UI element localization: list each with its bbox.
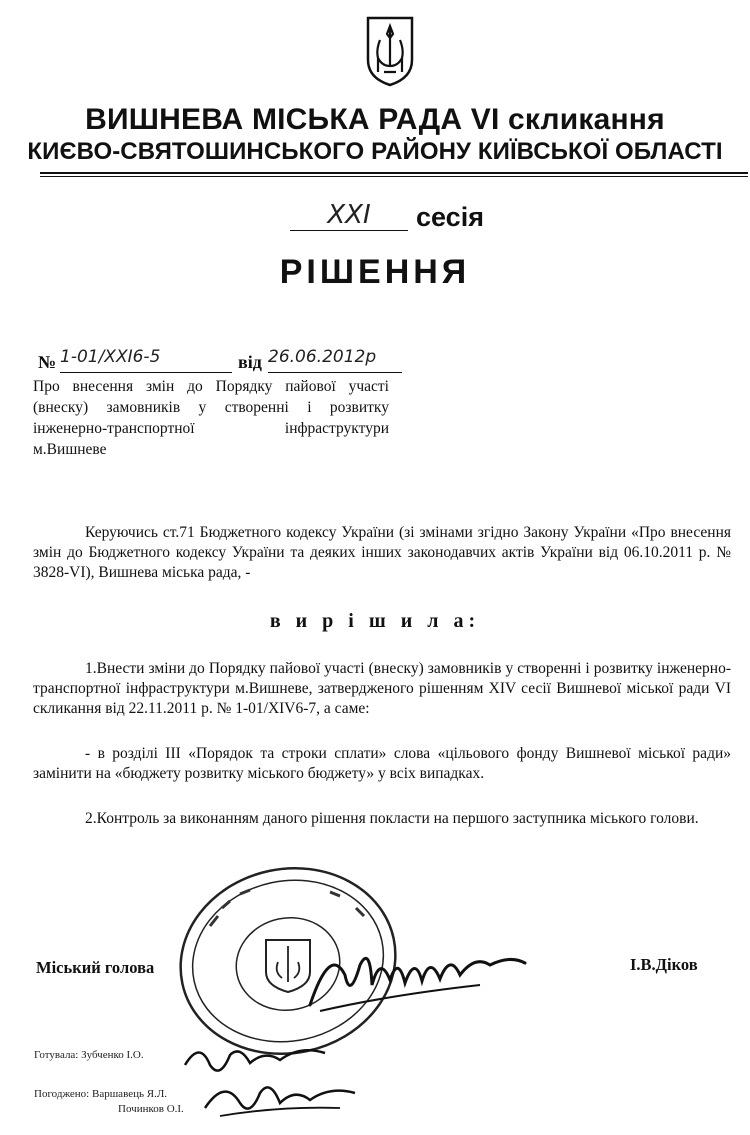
approver-signature-icon (200, 1068, 360, 1123)
header-rule (40, 172, 748, 174)
decision-subject (33, 376, 389, 460)
decision-date-underline (268, 372, 402, 373)
prepared-by: Готувала: Зубченко І.О. (34, 1049, 144, 1061)
coat-of-arms-icon (364, 14, 416, 88)
header-rule-thin (40, 176, 748, 177)
agreed-by: Погоджено: Варшавець Я.Л. (34, 1088, 168, 1100)
decision-number: 1-01/XXI6-5 (60, 347, 161, 367)
preamble-paragraph: Керуючись ст.71 Бюджетного кодексу України (зі змінами згідно Закону України «Про внесення змін до Бюджетного кодексу України та деяких інших законодавчих актів України від 06.10.2011 р. № 3828-VI), Вишнева міська рада, - (33, 524, 731, 581)
decision-number-label: № (38, 352, 57, 372)
agreed-by-second: Починков О.І. (118, 1103, 184, 1115)
subject-line: інженерно-транспортної інфраструктури (33, 420, 389, 437)
item-1-subparagraph: - в розділі III «Порядок та строки сплати» слова «цільового фонду Вишневої міської ради» замінити на «бюджету розвитку міського бюджету» у всіх випадках. (33, 745, 731, 782)
decision-date-label: від (238, 352, 262, 372)
resolved-heading: в и р і ш и л а: (269, 610, 481, 632)
session-underline (290, 230, 408, 231)
signature-position: Міський голова (36, 958, 155, 977)
session-number: XXI (327, 200, 371, 230)
mayor-signature-icon (300, 925, 530, 1020)
item-1-paragraph: 1.Внести зміни до Порядку пайової участі (внеску) замовників у створенні і розвитку інженерно-транспортної інфраструктури м.Вишневе, затвердженого рішенням XIV сесії Вишневої міської ради VI скликання від 22.11.2011 р. № 1-01/XIV6-7, а саме: (33, 660, 731, 717)
subject-line: м.Вишневе (33, 441, 107, 458)
signature-name: І.В.Діков (630, 955, 698, 974)
session-label: сесія (416, 202, 484, 232)
region-title: КИЄВО-СВЯТОШИНСЬКОГО РАЙОНУ КИЇВСЬКОЇ ОБЛАСТІ (27, 138, 723, 165)
decision-date: 26.06.2012р (268, 347, 377, 367)
decision-number-underline (60, 372, 232, 373)
document-title: РІШЕННЯ (279, 253, 471, 291)
subject-line: (внеску) замовників у створенні і розвитку (33, 399, 389, 416)
council-title: ВИШНЕВА МІСЬКА РАДА VI скликання (85, 103, 665, 136)
item-2-paragraph: 2.Контроль за виконанням даного рішення покласти на першого заступника міського голови. (85, 810, 699, 827)
subject-line: Про внесення змін до Порядку пайової участі (33, 378, 389, 395)
